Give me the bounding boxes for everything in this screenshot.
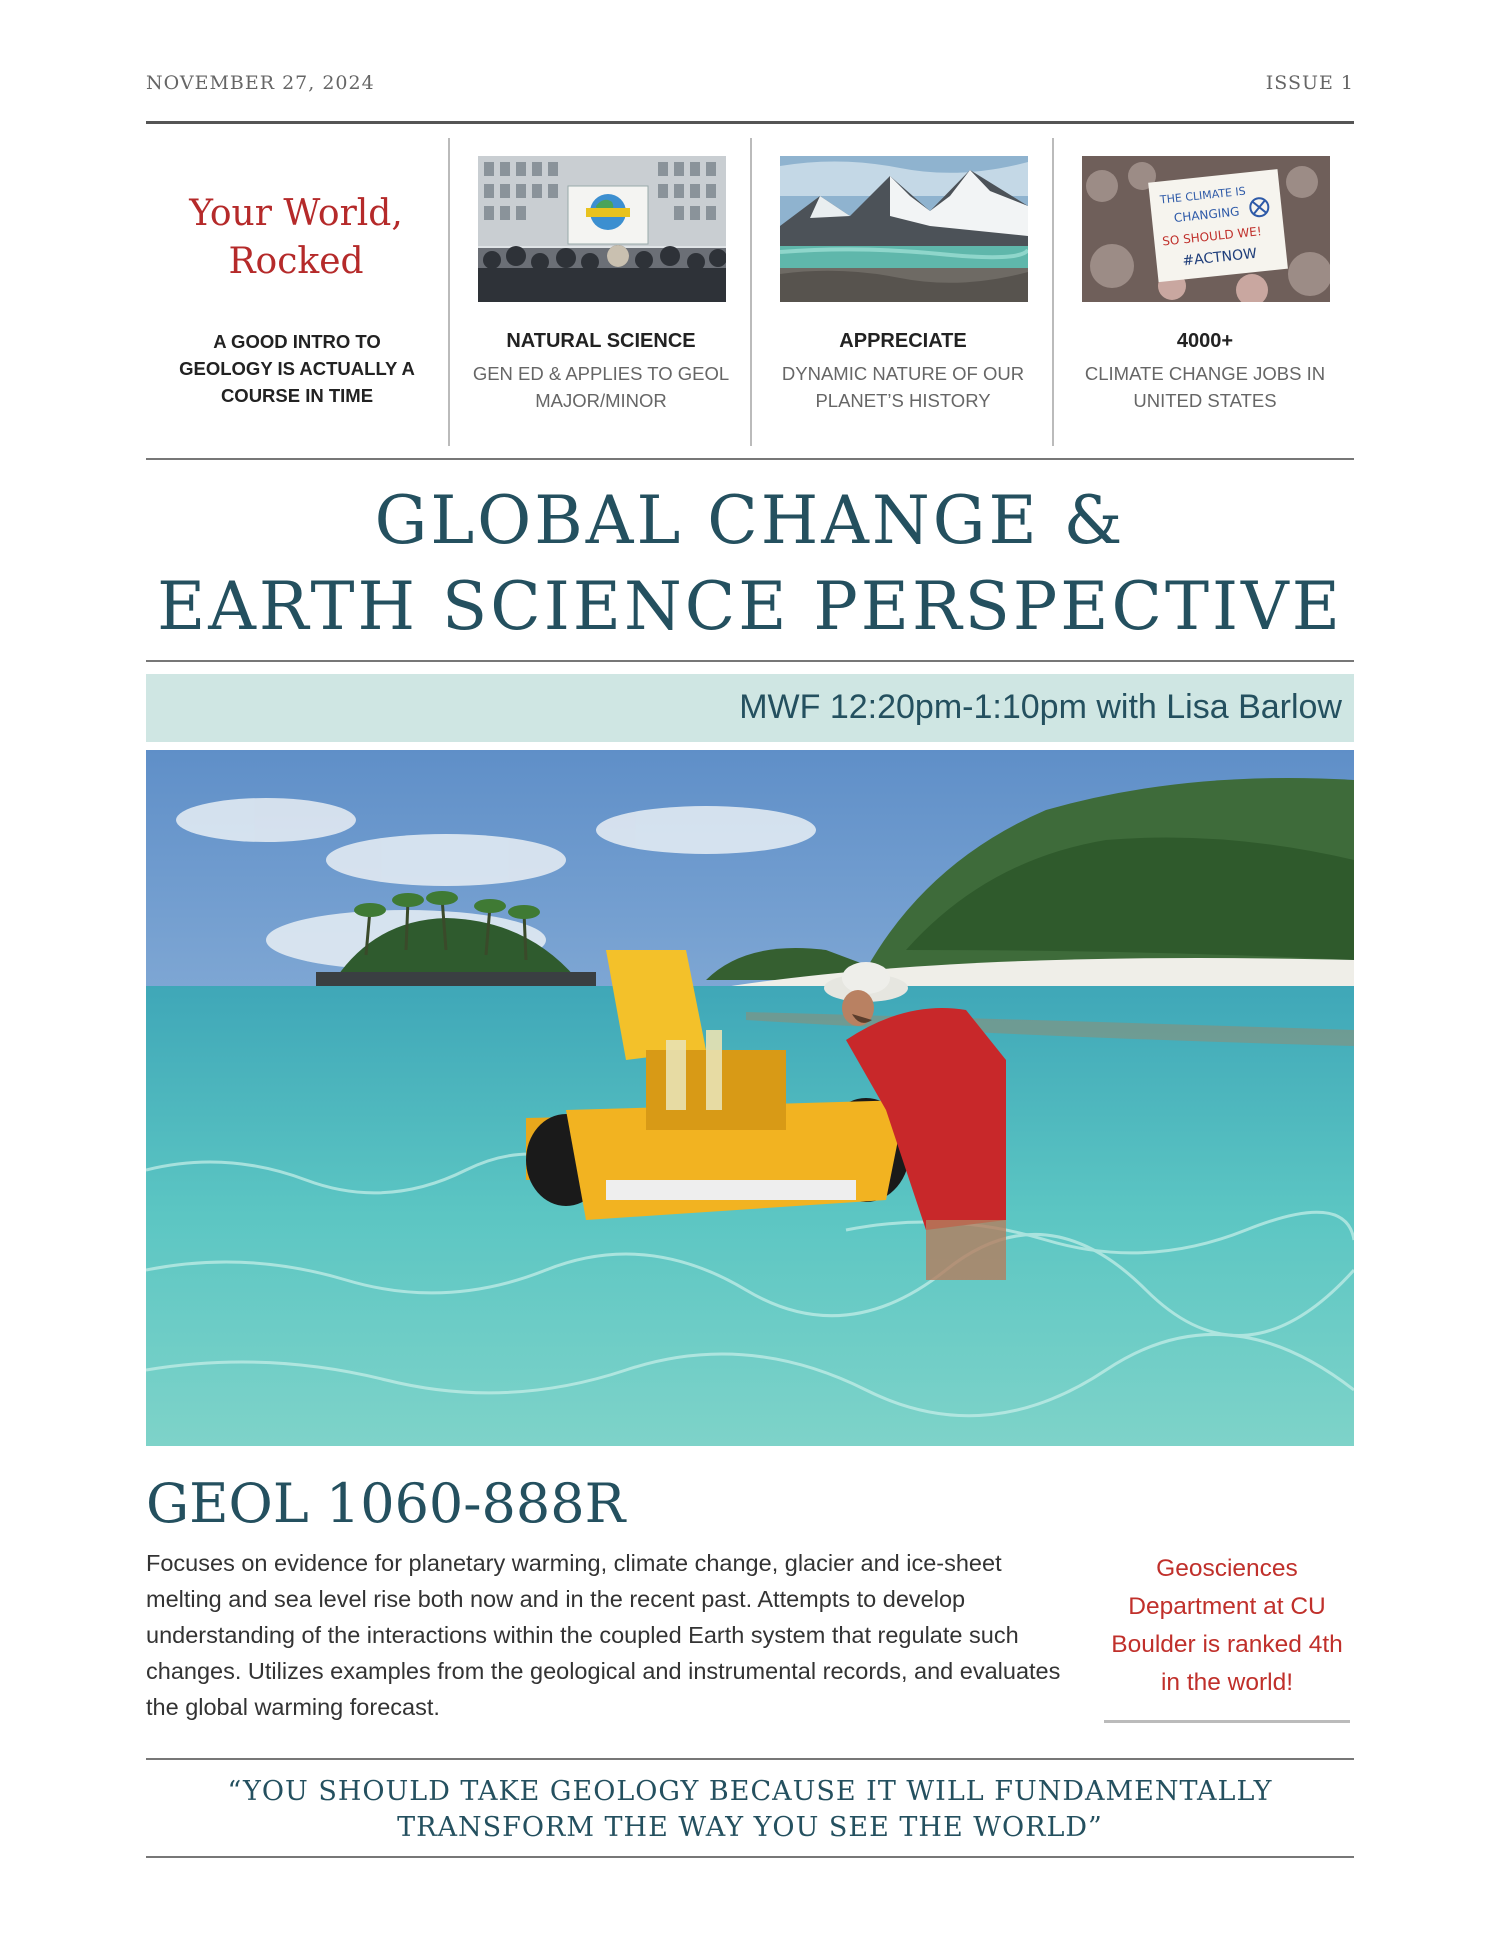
teaser-heading: APPRECIATE bbox=[839, 330, 967, 352]
pull-quote: “YOU SHOULD TAKE GEOLOGY BECAUSE IT WILL FUNDAMENTALLY TRANSFORM THE WAY YOU SEE THE WORLD” bbox=[227, 1776, 1273, 1843]
course-code: GEOL 1060-888R bbox=[146, 1472, 626, 1535]
quote-bottom-divider bbox=[146, 1856, 1354, 1858]
newsletter-name-line1: Your World, bbox=[189, 193, 403, 234]
teaser-heading: 4000+ bbox=[1176, 330, 1234, 352]
teaser-jobs bbox=[1052, 138, 1354, 446]
researcher-in-tropical-lagoon-photo bbox=[146, 750, 1354, 1446]
masthead-divider bbox=[146, 121, 1354, 124]
course-title-line1: GLOBAL CHANGE & bbox=[374, 482, 1126, 559]
issue-number: ISSUE 1 bbox=[1265, 72, 1354, 94]
newsletter-name-line2: Rocked bbox=[228, 241, 364, 282]
course-title-line2: EARTH SCIENCE PERSPECTIVE bbox=[157, 568, 1343, 645]
title-divider bbox=[146, 660, 1354, 662]
issue-date: NOVEMBER 27, 2024 bbox=[146, 72, 375, 94]
climate-sign-photo bbox=[1082, 156, 1330, 302]
climate-protest-photo bbox=[478, 156, 726, 302]
sign-line-3: SO SHOULD WE! bbox=[1161, 224, 1263, 249]
callout-divider bbox=[1104, 1720, 1350, 1723]
schedule-band bbox=[146, 674, 1354, 742]
sign-line-1: THE CLIMATE IS bbox=[1159, 184, 1247, 207]
teaser-natural-science bbox=[448, 138, 750, 446]
course-description: Focuses on evidence for planetary warming, climate change, glacier and ice-sheet melting and sea level rise both now and in the recent past. Attempts to develop understanding of the interactions within the coupled Earth system that regulate such changes. Utilizes examples from the geological and instrumental records, and evaluates the global warming forecast. bbox=[146, 1550, 1061, 1720]
newsletter-tagline: A GOOD INTRO TO GEOLOGY IS ACTUALLY A COURSE IN TIME bbox=[179, 331, 415, 406]
teaser-row bbox=[146, 138, 1354, 446]
teaser-subtext: CLIMATE CHANGE JOBS IN UNITED STATES bbox=[1084, 363, 1326, 411]
teaser-heading: NATURAL SCIENCE bbox=[506, 330, 696, 352]
newsletter-name bbox=[146, 190, 446, 286]
brand-panel bbox=[146, 138, 448, 446]
schedule-text: MWF 12:20pm-1:10pm with Lisa Barlow bbox=[739, 688, 1342, 726]
teaser-subtext: DYNAMIC NATURE OF OUR PLANET’S HISTORY bbox=[781, 363, 1025, 411]
sign-line-4: #ACTNOW bbox=[1181, 245, 1258, 270]
ranking-callout: Geosciences Department at CU Boulder is ranked 4th in the world! bbox=[1111, 1555, 1343, 1696]
course-title bbox=[146, 478, 1354, 650]
section-divider bbox=[146, 458, 1354, 460]
glacier-lake-photo bbox=[780, 156, 1028, 302]
quote-top-divider bbox=[146, 1758, 1354, 1760]
teaser-appreciate bbox=[750, 138, 1052, 446]
sign-line-2: CHANGING bbox=[1173, 204, 1241, 226]
teaser-subtext: GEN ED & APPLIES TO GEOL MAJOR/MINOR bbox=[472, 363, 730, 411]
masthead bbox=[146, 72, 1354, 102]
